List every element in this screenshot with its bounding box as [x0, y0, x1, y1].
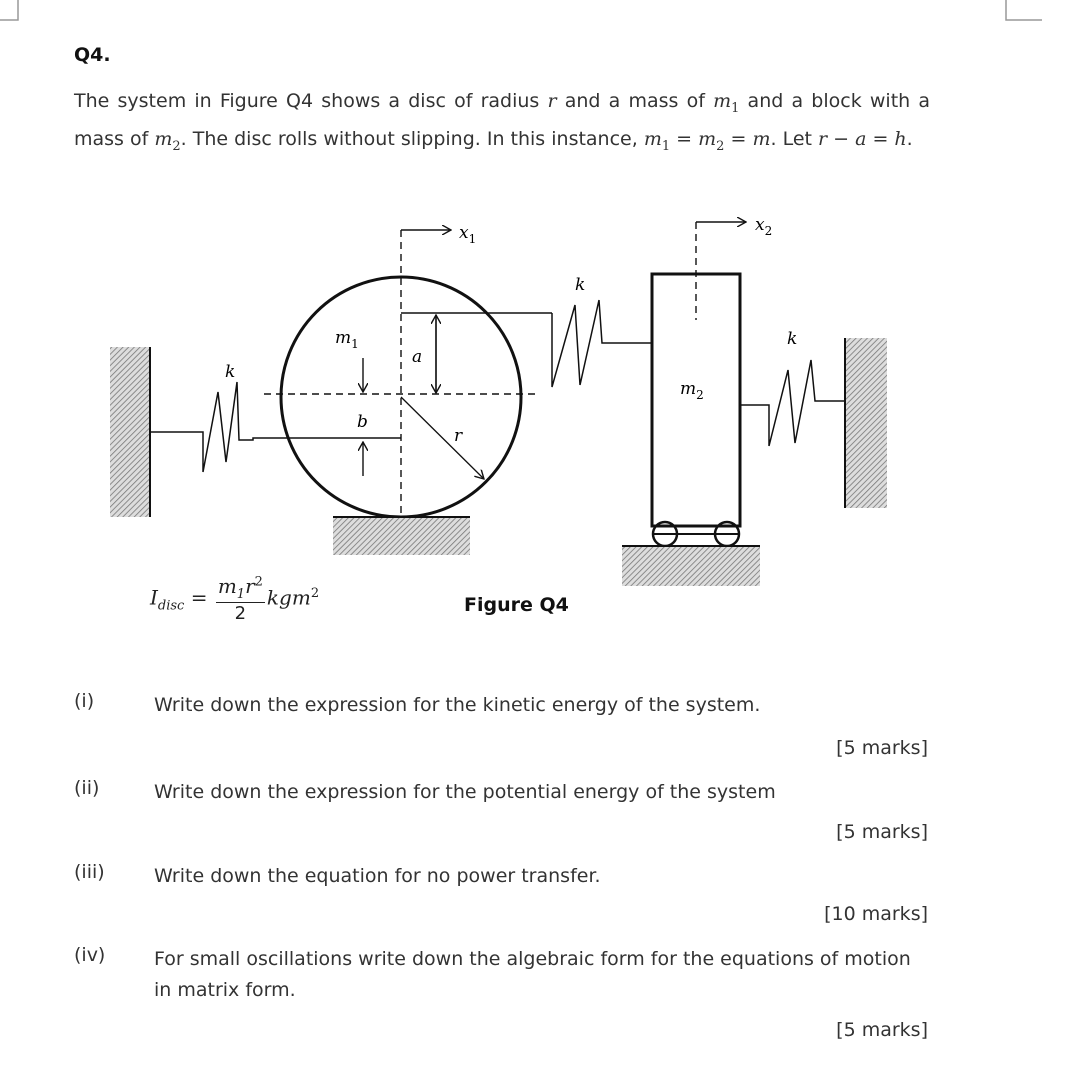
top-right-corner-mark: [1004, 0, 1044, 22]
right-spring: [740, 360, 845, 446]
middle-spring: [552, 300, 652, 387]
marks-label: [5 marks]: [836, 1019, 928, 1041]
part-text: Write down the expression for the kinetic energy of the system.: [154, 694, 761, 716]
top-left-corner-mark: [0, 0, 20, 22]
x2-label: $x_2$: [755, 215, 773, 238]
part-text: For small oscillations write down the algebraic form for the equations of motion in matrix form.: [154, 948, 911, 1001]
right-spring-label: k: [787, 329, 798, 349]
question-intro: The system in Figure Q4 shows a disc of radius r and a mass of $m_1$ and a block with a mass of $m_2$. The disc rolls without slipping. In this instance, $m_1 = m_2 = m$. Let r − a = h.: [74, 90, 930, 154]
m1-label: $m_1$: [335, 328, 359, 351]
marks-label: [5 marks]: [836, 821, 928, 843]
part-text: Write down the expression for the potential energy of the system: [154, 781, 776, 803]
left-wall: [110, 347, 150, 517]
r-label: r: [454, 426, 463, 446]
disc-inertia-formula: $I_{disc}$ = $\frac{m_1r^2}{2}$ kgm$^2$: [150, 574, 320, 624]
part-text: Write down the equation for no power transfer.: [154, 865, 601, 887]
left-spring-label: k: [225, 362, 236, 382]
m2-label: $m_2$: [680, 379, 704, 402]
disc-ground: [333, 517, 470, 555]
right-wall: [845, 338, 887, 508]
part-number: (iv): [74, 944, 106, 966]
part-number: (i): [74, 690, 95, 712]
figure-q4-diagram: [0, 190, 1080, 590]
a-label: a: [412, 347, 423, 367]
part-number: (ii): [74, 777, 100, 799]
figure-caption: Figure Q4: [464, 594, 569, 616]
middle-spring-label: k: [575, 275, 586, 295]
x1-label: $x_1$: [459, 223, 477, 246]
block-ground: [622, 546, 760, 586]
marks-label: [5 marks]: [836, 737, 928, 759]
part-number: (iii): [74, 861, 105, 883]
b-label: b: [357, 412, 368, 432]
radius-arrow: [401, 397, 484, 479]
question-title: Q4.: [74, 44, 111, 66]
marks-label: [10 marks]: [824, 903, 928, 925]
